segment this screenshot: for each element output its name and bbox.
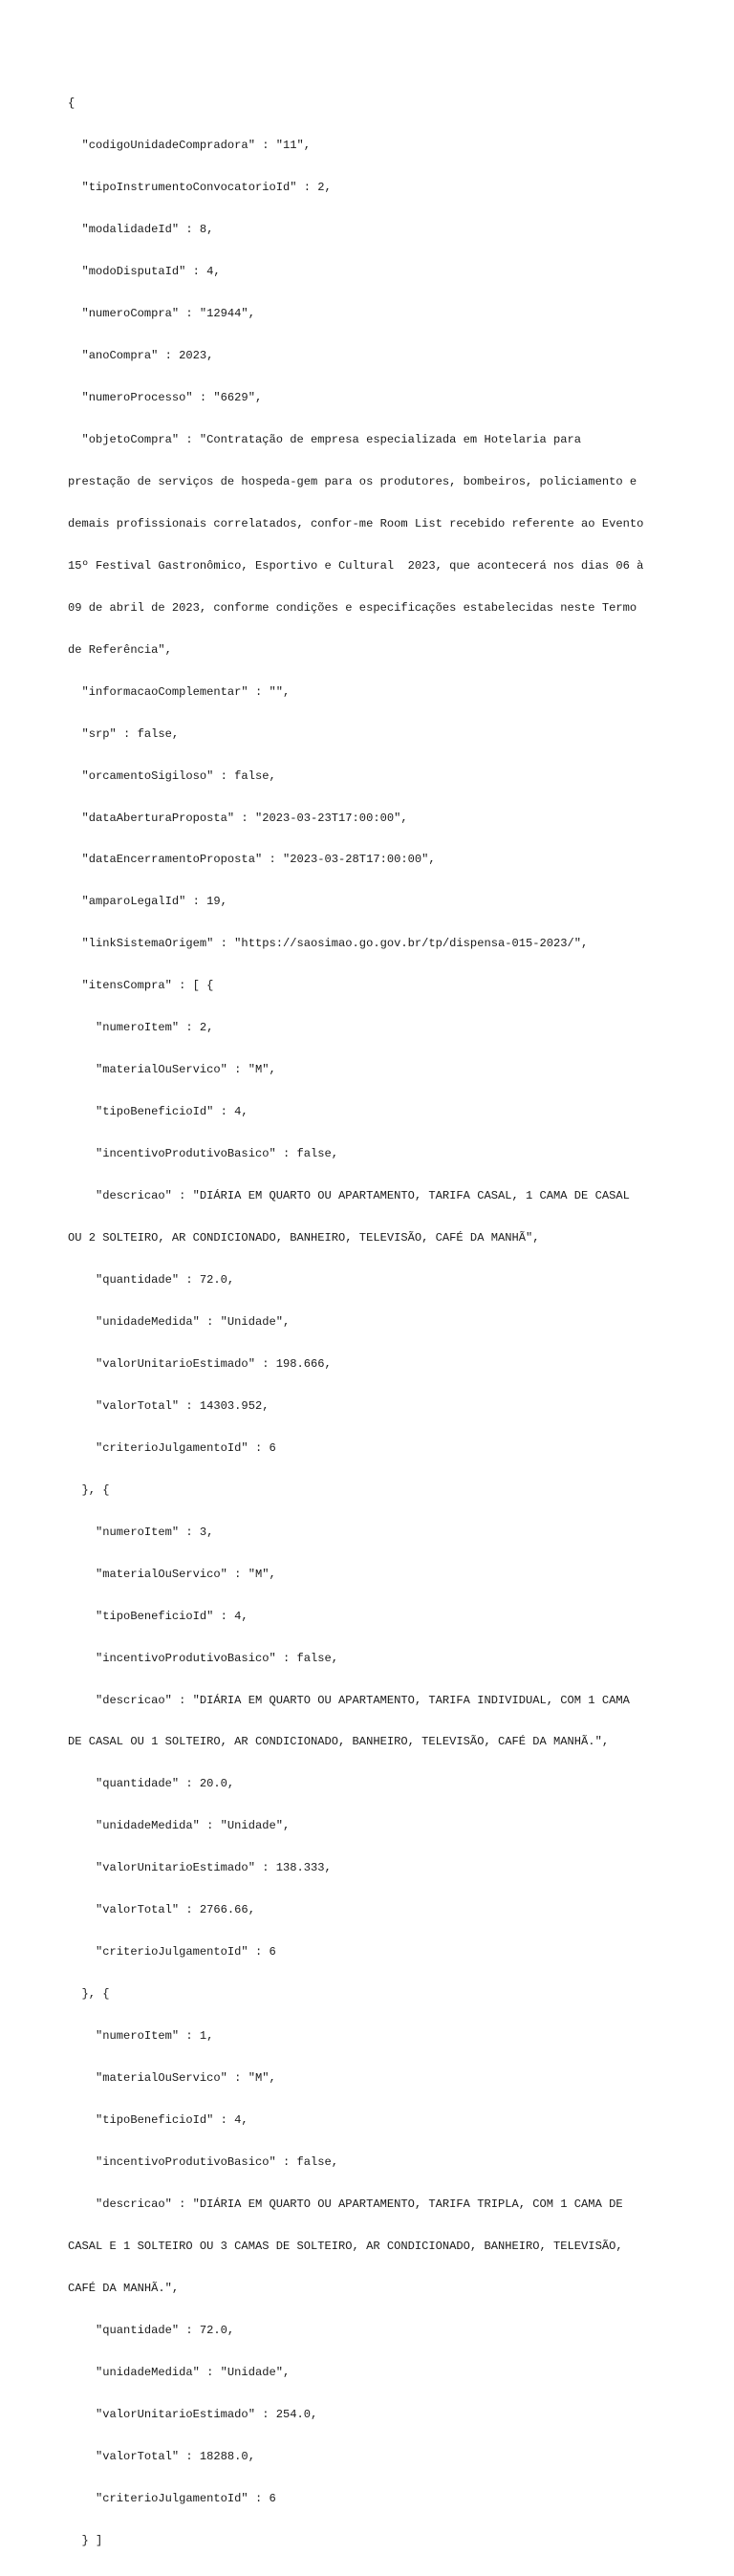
code-line: "srp" : false, [68, 726, 180, 741]
code-line: "dataAberturaProposta" : "2023-03-23T17:00:00", [68, 811, 408, 825]
code-line: "numeroItem" : 1, [68, 2029, 214, 2044]
code-line: "valorTotal" : 18288.0, [68, 2449, 255, 2463]
code-line: CASAL E 1 SOLTEIRO OU 3 CAMAS DE SOLTEIRO, AR CONDICIONADO, BANHEIRO, TELEVISÃO, [68, 2239, 623, 2253]
code-line: OU 2 SOLTEIRO, AR CONDICIONADO, BANHEIRO, TELEVISÃO, CAFÉ DA MANHÃ", [68, 1231, 540, 1245]
code-line: 09 de abril de 2023, conforme condições e especificações estabelecidas neste Termo [68, 600, 637, 615]
code-line: demais profissionais correlatados, confor-me Room List recebido referente ao Evento [68, 516, 644, 530]
code-line: "quantidade" : 20.0, [68, 1777, 235, 1791]
code-line: { [68, 97, 76, 111]
code-line: "amparoLegalId" : 19, [68, 895, 227, 909]
code-line: "numeroCompra" : "12944", [68, 307, 255, 321]
code-line: "quantidade" : 72.0, [68, 2323, 235, 2337]
code-line: de Referência", [68, 642, 172, 657]
code-line: "criterioJulgamentoId" : 6 [68, 1945, 276, 1959]
code-line: "descricao" : "DIÁRIA EM QUARTO OU APARTAMENTO, TARIFA TRIPLA, COM 1 CAMA DE [68, 2197, 623, 2211]
code-line: "incentivoProdutivoBasico" : false, [68, 2155, 339, 2170]
code-line: "materialOuServico" : "M", [68, 1063, 276, 1077]
code-line: }, { [68, 1987, 110, 2002]
code-line: 15º Festival Gastronômico, Esportivo e Cultural 2023, que acontecerá nos dias 06 à [68, 558, 644, 573]
code-line: "materialOuServico" : "M", [68, 1567, 276, 1581]
code-line: "itensCompra" : [ { [68, 979, 214, 993]
code-line: "materialOuServico" : "M", [68, 2071, 276, 2086]
code-line: CAFÉ DA MANHÃ.", [68, 2281, 180, 2295]
code-line: "dataEncerramentoProposta" : "2023-03-28T17:00:00", [68, 853, 436, 867]
code-line: "incentivoProdutivoBasico" : false, [68, 1651, 339, 1665]
code-line: "descricao" : "DIÁRIA EM QUARTO OU APARTAMENTO, TARIFA CASAL, 1 CAMA DE CASAL [68, 1189, 630, 1203]
code-line: "orcamentoSigiloso" : false, [68, 768, 276, 783]
code-line: "modoDisputaId" : 4, [68, 265, 221, 279]
code-line: "quantidade" : 72.0, [68, 1273, 235, 1287]
code-line: "numeroItem" : 2, [68, 1021, 214, 1035]
code-line: "criterioJulgamentoId" : 6 [68, 1440, 276, 1455]
code-line: "incentivoProdutivoBasico" : false, [68, 1147, 339, 1161]
code-line: "criterioJulgamentoId" : 6 [68, 2491, 276, 2505]
code-line: } ] [68, 2533, 103, 2547]
code-line: "anoCompra" : 2023, [68, 349, 214, 363]
code-line: "unidadeMedida" : "Unidade", [68, 2365, 291, 2379]
code-line: "tipoBeneficioId" : 4, [68, 1105, 248, 1119]
code-line: "linkSistemaOrigem" : "https://saosimao.go.gov.br/tp/dispensa-015-2023/", [68, 937, 589, 951]
code-line: "codigoUnidadeCompradora" : "11", [68, 139, 312, 153]
code-line: "objetoCompra" : "Contratação de empresa especializada em Hotelaria para [68, 432, 582, 446]
code-line: "modalidadeId" : 8, [68, 223, 214, 237]
code-line: "numeroProcesso" : "6629", [68, 390, 263, 404]
code-line: "descricao" : "DIÁRIA EM QUARTO OU APARTAMENTO, TARIFA INDIVIDUAL, COM 1 CAMA [68, 1693, 630, 1707]
code-line: "valorUnitarioEstimado" : 198.666, [68, 1356, 332, 1371]
code-line: }, { [68, 1483, 110, 1497]
code-line: "valorUnitarioEstimado" : 254.0, [68, 2407, 318, 2421]
json-code-block [68, 69, 670, 2576]
code-line: "informacaoComplementar" : "", [68, 684, 291, 699]
code-line: "unidadeMedida" : "Unidade", [68, 1314, 291, 1329]
code-line: "tipoBeneficioId" : 4, [68, 1609, 248, 1623]
code-line: "numeroItem" : 3, [68, 1525, 214, 1539]
code-line: "valorTotal" : 14303.952, [68, 1398, 270, 1413]
code-line: "valorTotal" : 2766.66, [68, 1903, 255, 1917]
code-line: "valorUnitarioEstimado" : 138.333, [68, 1861, 332, 1875]
code-line: "tipoBeneficioId" : 4, [68, 2113, 248, 2128]
code-line: DE CASAL OU 1 SOLTEIRO, AR CONDICIONADO, BANHEIRO, TELEVISÃO, CAFÉ DA MANHÃ.", [68, 1735, 610, 1749]
code-line: "tipoInstrumentoConvocatorioId" : 2, [68, 181, 332, 195]
code-line: prestação de serviços de hospeda-gem para os produtores, bombeiros, policiamento e [68, 474, 637, 488]
code-line: "unidadeMedida" : "Unidade", [68, 1819, 291, 1833]
